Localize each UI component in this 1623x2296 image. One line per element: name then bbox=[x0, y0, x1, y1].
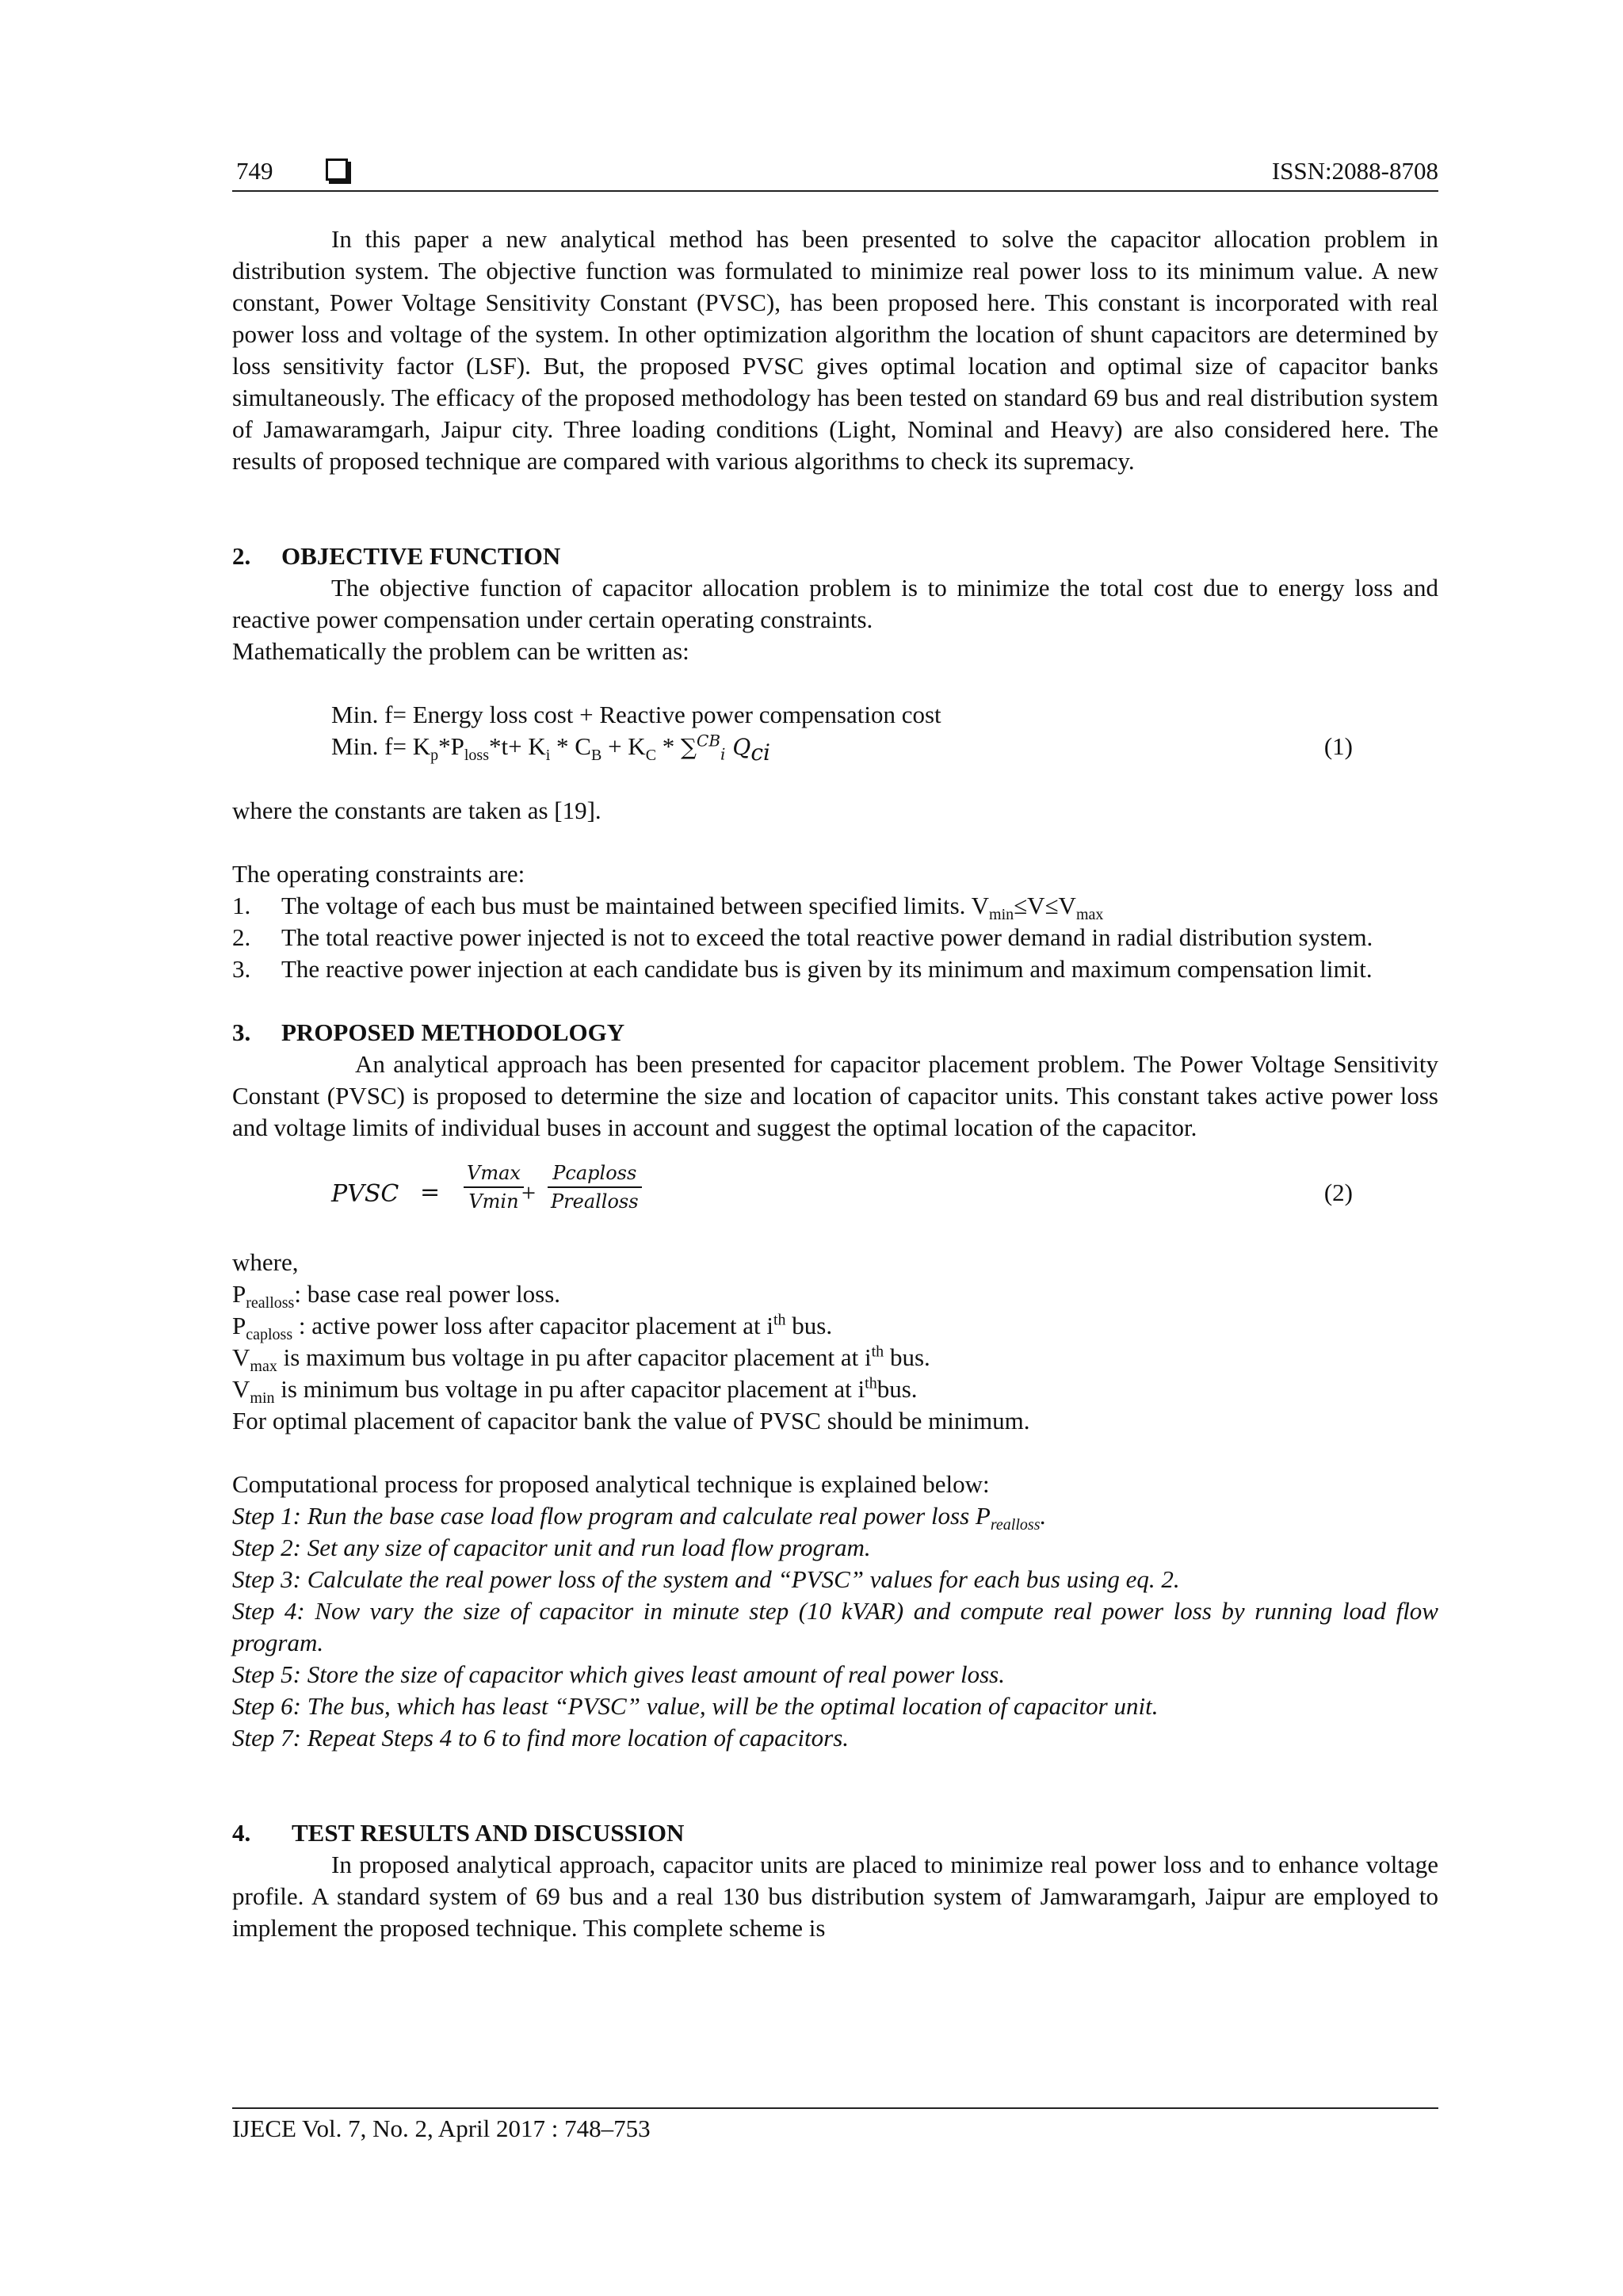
constraints-intro: The operating constraints are: bbox=[232, 860, 525, 888]
footer-rule bbox=[232, 2107, 1438, 2109]
optimal-note: For optimal placement of capacitor bank the value of PVSC should be minimum. bbox=[232, 1407, 1030, 1435]
section-heading-3: 3. PROPOSED METHODOLOGY bbox=[232, 1018, 625, 1046]
process-intro: Computational process for proposed analytical technique is explained below: bbox=[232, 1470, 990, 1498]
fraction-caploss-realloss: Pcaploss Prealloss bbox=[548, 1159, 642, 1215]
steps-list bbox=[232, 1500, 1438, 1754]
constants-note: where the constants are taken as [19]. bbox=[232, 797, 601, 824]
summation-symbol: ∑ bbox=[681, 734, 697, 760]
issn-label: ISSN:2088-8708 bbox=[1271, 157, 1438, 185]
section2-paragraph: The objective function of capacitor allocation problem is to minimize the total cost due to energy loss and reactive power compensation under certain operating constraints. bbox=[232, 574, 1438, 633]
equation-1: Min. f= Energy loss cost + Reactive power compensation cost Min. $f= K_p*P_{loss}*t+ K_i * C_B + K_C * \sum^{CB}_i$ $Q_{ci}$ (1) bbox=[331, 701, 1353, 766]
constraints-list bbox=[232, 890, 1438, 985]
definition-line: $P_{realloss}$: base case real power loss. bbox=[232, 1280, 561, 1312]
equation-2: PVSC = Vmax Vmin + Pcaploss Prealloss (2) bbox=[232, 1159, 1438, 1231]
equation-number: (1) bbox=[1323, 732, 1353, 760]
step-item: Step 6: The bus, which has least “PVSC” value, will be the optimal location of capacitor unit. bbox=[232, 1692, 1159, 1720]
body-content bbox=[232, 223, 1438, 1944]
header-rule bbox=[232, 190, 1438, 192]
definition-line: $V_{max}$ is maximum bus voltage in pu after capacitor placement at $i^{th}$ bus. bbox=[232, 1343, 930, 1376]
fraction-vmax-vmin: Vmax Vmin bbox=[464, 1159, 524, 1215]
list-item: 2. The total reactive power injected is not to exceed the total reactive power demand in radial distribution system. bbox=[232, 923, 1373, 951]
definition-line: $V_{min}$ is minimum bus voltage in pu after capacitor placement at $i^{th}bus$. bbox=[232, 1374, 918, 1408]
step-item: Step 2: Set any size of capacitor unit and run load flow program. bbox=[232, 1534, 871, 1561]
step-item: Step 1: Run the base case load flow program and calculate real power loss $P_{realloss}$. bbox=[232, 1502, 1047, 1534]
where-label: where, bbox=[232, 1248, 299, 1276]
intro-paragraph: In this paper a new analytical method has been presented to solve the capacitor allocation problem in distribution system. The objective function was formulated to minimize real power loss to its minimum value. A new constant, Power Voltage Sensitivity Constant (PVSC), has been proposed here. This constant is incorporated with real power loss and voltage of the system. In other optimization algorithm the location of shunt capacitors are determined by loss sensitivity factor (LSF). But, the proposed PVSC gives optimal location and optimal size of capacitor banks simultaneously. The efficacy of the proposed methodology has been tested on standard 69 bus and real distribution system of Jamawaramgarh, Jaipur city. Three loading conditions (Light, Nominal and Heavy) are also considered here. The results of proposed technique are compared with various algorithms to check its supremacy. bbox=[232, 225, 1438, 475]
section-heading-2: 2. OBJECTIVE FUNCTION bbox=[232, 542, 561, 570]
step-item: Step 5: Store the size of capacitor which gives least amount of real power loss. bbox=[232, 1660, 1005, 1688]
step-item: Step 7: Repeat Steps 4 to 6 to find more location of capacitors. bbox=[232, 1724, 850, 1752]
page-number: 749 bbox=[236, 157, 273, 185]
square-box-icon bbox=[326, 159, 348, 181]
section4-paragraph: In proposed analytical approach, capacitor units are placed to minimize real power loss and to enhance voltage profile. A standard system of 69 bus and a real 130 bus distribution system of Jamwaramgarh, Jaipur are employed to implement the proposed technique. This complete scheme is bbox=[232, 1851, 1438, 1942]
list-item: 1. The voltage of each bus must be maintained between specified limits. $V_{min}\le V\le V_{max}$ bbox=[232, 892, 1104, 924]
equation-number: (2) bbox=[1323, 1179, 1353, 1206]
step-item: Step 3: Calculate the real power loss of the system and “PVSC” values for each bus using eq. 2. bbox=[232, 1565, 1180, 1593]
list-item: 3. The reactive power injection at each candidate bus is given by its minimum and maximum compensation limit. bbox=[232, 955, 1373, 983]
section-heading-4: 4. TEST RESULTS AND DISCUSSION bbox=[232, 1819, 685, 1847]
step-item: Step 4: Now vary the size of capacitor in minute step (10 kVAR) and compute real power loss by running load flow program. bbox=[232, 1597, 1438, 1656]
footer-citation: IJECE Vol. 7, No. 2, April 2017 : 748–753 bbox=[232, 2115, 651, 2142]
definition-line: $P_{caploss}$ : active power loss after capacitor placement at $i^{th}$ bus. bbox=[232, 1311, 833, 1344]
section3-paragraph: An analytical approach has been presented for capacitor placement problem. The Power Voltage Sensitivity Constant (PVSC) is proposed to determine the size and location of capacitor units. This constant takes active power loss and voltage limits of individual buses in account and suggest the optimal location of the capacitor. bbox=[232, 1050, 1438, 1141]
section2-paragraph-2: Mathematically the problem can be written as: bbox=[232, 637, 689, 665]
